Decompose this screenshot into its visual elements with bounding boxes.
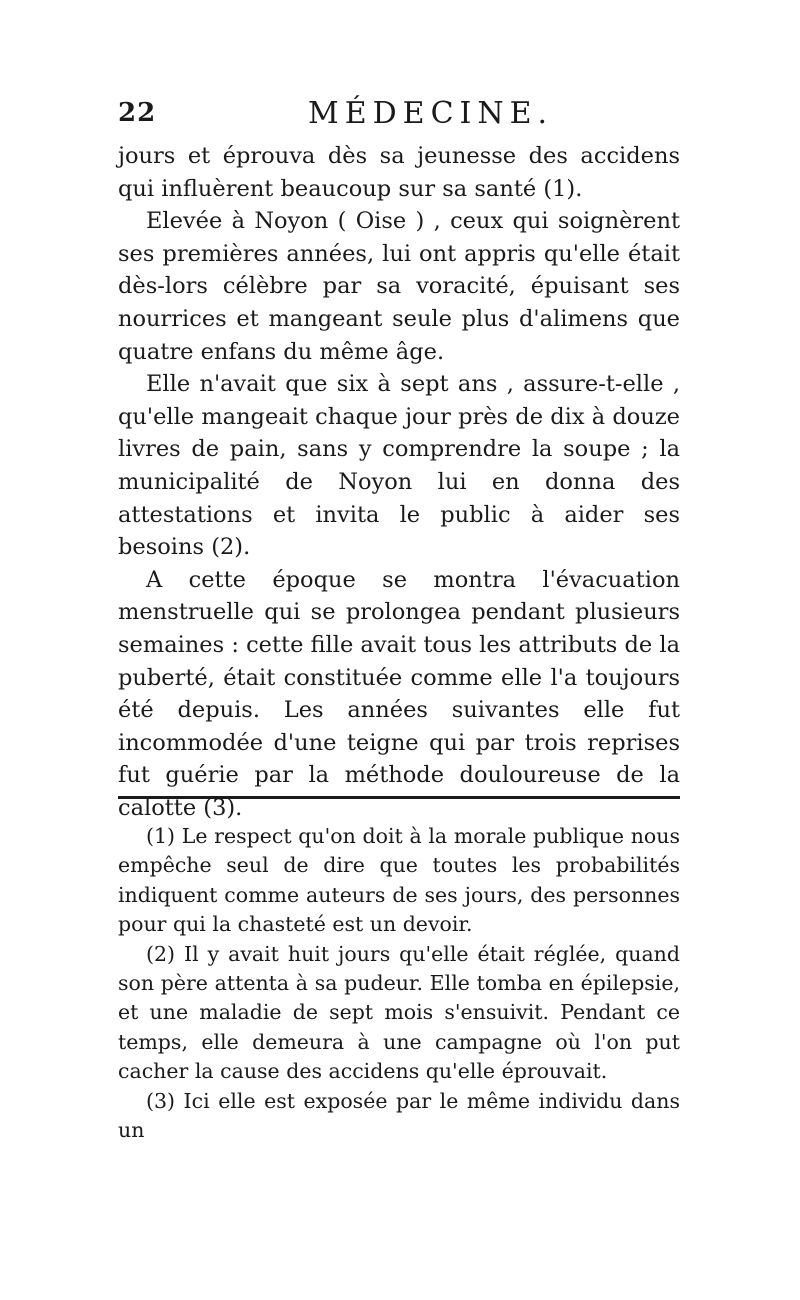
paragraph: jours et éprouva dès sa jeunesse des accidens qui influèrent beaucoup sur sa santé (1). — [118, 143, 680, 202]
footnote: (3) Ici elle est exposée par le même individu dans un — [118, 1088, 680, 1143]
footnote: (2) Il y avait huit jours qu'elle était réglée, quand son père attenta à sa pudeur. Elle tomba en épilepsie, et une maladie de sept mois s'ensuivit. Pendant ce temps, elle demeura à une campagne où l'on put cacher la cause des accidens qu'elle éprouvait. — [118, 941, 680, 1084]
footnote-divider — [118, 796, 680, 799]
main-text — [118, 140, 680, 824]
paragraph: Elevée à Noyon ( Oise ) , ceux qui soignèrent ses premières années, lui ont appris qu'elle était dès-lors célèbre par sa voracité, épuisant ses nourrices et mangeant seule plus d'alimens que quatre enfans du même âge. — [118, 208, 680, 365]
footnotes — [118, 822, 680, 1145]
page-number: 22 — [118, 98, 157, 128]
page-header — [118, 96, 678, 132]
paragraph: A cette époque se montra l'évacuation menstruelle qui se prolongea pendant plusieurs semaines : cette fille avait tous les attributs de la puberté, était constituée comme elle l'a toujours été depuis. Les années suivantes elle fut incommodée d'une teigne qui par trois reprises fut guérie par la méthode douloureuse de la calotte (3). — [118, 566, 680, 821]
footnote: (1) Le respect qu'on doit à la morale publique nous empêche seul de dire que toutes les probabilités indiquent comme auteurs de ses jours, des personnes pour qui la chasteté est un devoir. — [118, 824, 680, 937]
paragraph: Elle n'avait que six à sept ans , assure-t-elle , qu'elle mangeait chaque jour près de dix à douze livres de pain, sans y comprendre la soupe ; la municipalité de Noyon lui en donna des attestations et invita le public à aider ses besoins (2). — [118, 371, 680, 561]
running-head: MÉDECINE. — [308, 96, 554, 131]
